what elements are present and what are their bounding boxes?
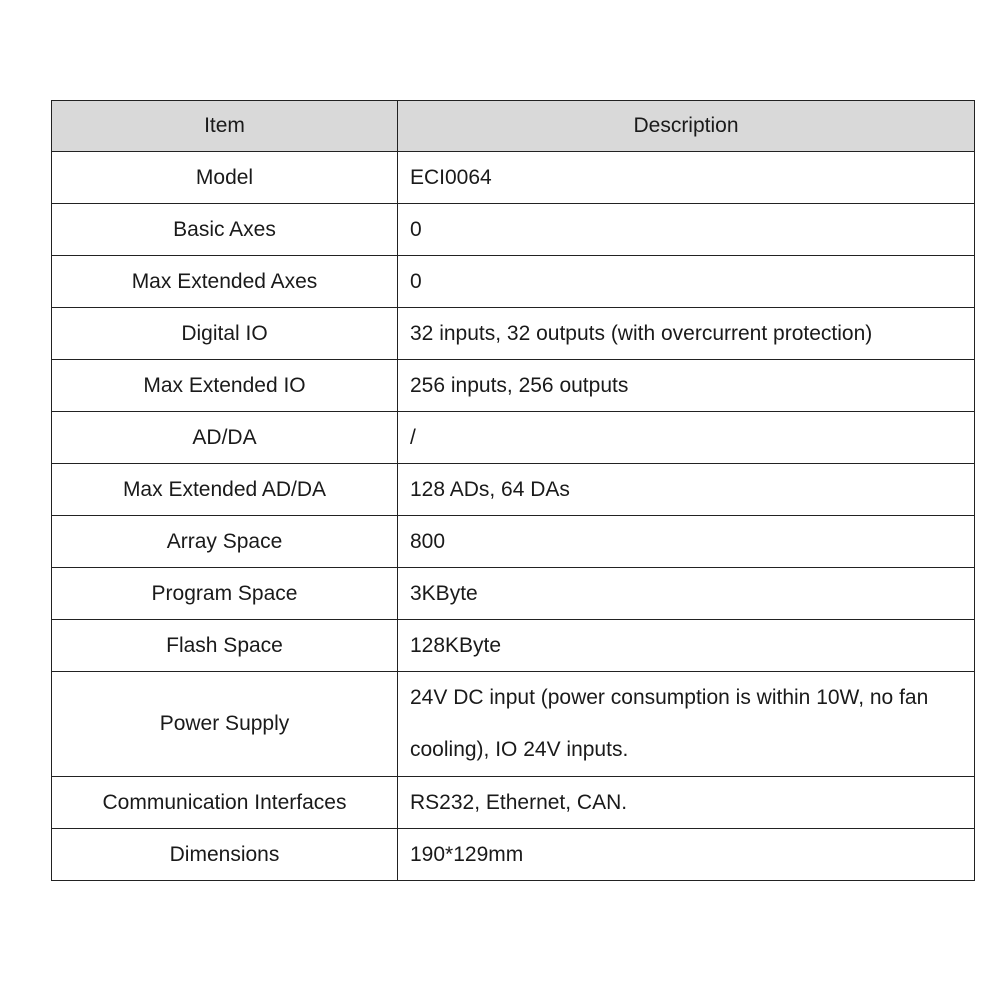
description-cell: 128KByte [398,620,975,672]
header-row [52,101,975,152]
description-cell: 128 ADs, 64 DAs [398,464,975,516]
description-cell: ECI0064 [398,152,975,204]
item-cell: AD/DA [52,412,398,464]
description-cell: 32 inputs, 32 outputs (with overcurrent protection) [398,308,975,360]
row-max-extended-ad-da [52,464,975,516]
item-cell: Array Space [52,516,398,568]
row-max-extended-io [52,360,975,412]
item-cell: Program Space [52,568,398,620]
item-cell: Max Extended AD/DA [52,464,398,516]
row-program-space [52,568,975,620]
row-model [52,152,975,204]
description-cell: 3KByte [398,568,975,620]
description-cell: 0 [398,204,975,256]
item-cell: Flash Space [52,620,398,672]
table-body [52,152,975,881]
header-item: Item [52,101,398,152]
item-cell: Basic Axes [52,204,398,256]
item-cell: Dimensions [52,829,398,881]
item-cell: Digital IO [52,308,398,360]
row-basic-axes [52,204,975,256]
row-ad-da [52,412,975,464]
row-communication-interfaces [52,777,975,829]
description-cell: 24V DC input (power consumption is within 10W, no fan cooling), IO 24V inputs. [398,672,975,777]
description-cell: 0 [398,256,975,308]
row-digital-io [52,308,975,360]
table-header [52,101,975,152]
header-description: Description [398,101,975,152]
row-max-extended-axes [52,256,975,308]
item-cell: Model [52,152,398,204]
description-cell: / [398,412,975,464]
item-cell: Communication Interfaces [52,777,398,829]
description-cell: 256 inputs, 256 outputs [398,360,975,412]
description-cell: 190*129mm [398,829,975,881]
description-cell: 800 [398,516,975,568]
item-cell: Max Extended IO [52,360,398,412]
row-dimensions [52,829,975,881]
row-power-supply [52,672,975,777]
row-flash-space [52,620,975,672]
row-array-space [52,516,975,568]
description-cell: RS232, Ethernet, CAN. [398,777,975,829]
spec-table [51,100,975,881]
item-cell: Max Extended Axes [52,256,398,308]
item-cell: Power Supply [52,672,398,777]
